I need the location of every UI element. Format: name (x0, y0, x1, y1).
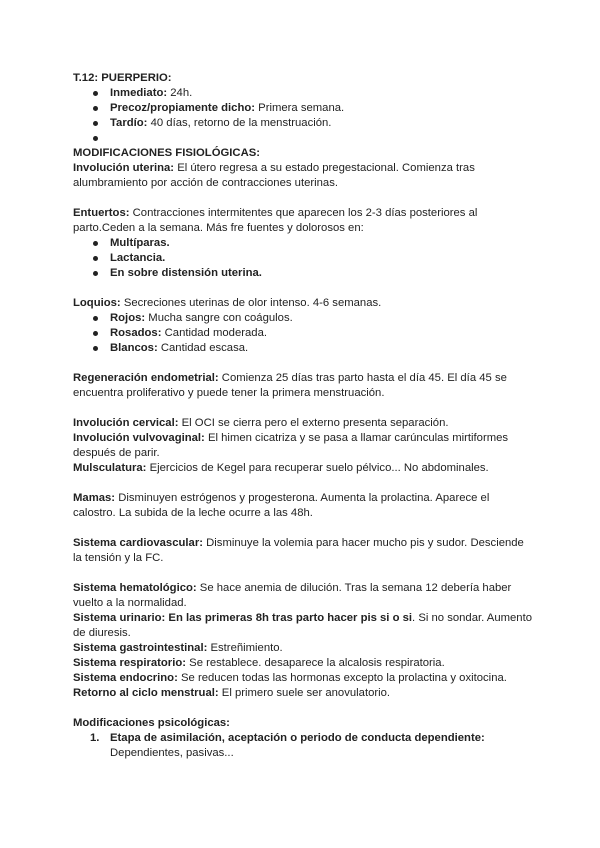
paragraph-respiratorio: Sistema respiratorio: Se restablece. desaparece la alcalosis respiratoria. (73, 657, 445, 669)
paragraph-retorno-ciclo: Retorno al ciclo menstrual: El primero suele ser anovulatorio. (73, 687, 391, 699)
document-page (73, 71, 533, 761)
psico-list (73, 731, 533, 761)
puerperio-periods-list (73, 86, 533, 146)
section-heading-psicologicas: Modificaciones psicológicas: (73, 717, 230, 729)
paragraph-involucion-uterina: Involución uterina: El útero regresa a su estado pregestacional. Comienza tras alumbramiento por acción de contracciones uterinas. (73, 162, 475, 189)
loquios-list (73, 311, 533, 356)
paragraph-mamas: Mamas: Disminuyen estrógenos y progesterona. Aumenta la prolactina. Aparece el calostro. La subida de la leche ocurre a las 48h. (73, 492, 490, 519)
paragraph-urinario: Sistema urinario: En las primeras 8h tras parto hacer pis si o si. Si no sondar. Aumento de diuresis. (73, 612, 532, 639)
bullet-icon (93, 256, 98, 261)
bullet-icon (93, 91, 98, 96)
list-item: Multíparas. (73, 236, 533, 251)
paragraph-musculatura: Mulsculatura: Ejercicios de Kegel para recuperar suelo pélvico... No abdominales. (73, 462, 489, 474)
list-number: 1. (90, 732, 100, 744)
paragraph-loquios: Loquios: Secreciones uterinas de olor intenso. 4-6 semanas. (73, 297, 382, 309)
entuertos-list (73, 236, 533, 281)
page-title: T.12: PUERPERIO: (73, 72, 172, 84)
paragraph-regeneracion: Regeneración endometrial: Comienza 25 días tras parto hasta el día 45. El día 45 se encuentra proliferativo y puede tener la primera menstruación. (73, 372, 507, 399)
paragraph-hematologico: Sistema hematológico: Se hace anemia de dilución. Tras la semana 12 debería haber vuelto a la normalidad. (73, 582, 512, 609)
paragraph-cardiovascular: Sistema cardiovascular: Disminuye la volemia para hacer mucho pis y sudor. Desciende la tensión y la FC. (73, 537, 524, 564)
list-item: Rojos: Mucha sangre con coágulos. (73, 311, 533, 326)
paragraph-endocrino: Sistema endocrino: Se reducen todas las hormonas excepto la prolactina y oxitocina. (73, 672, 507, 684)
bullet-icon (93, 346, 98, 351)
list-item: Rosados: Cantidad moderada. (73, 326, 533, 341)
bullet-icon (93, 136, 98, 141)
list-item-desc: Dependientes, pasivas... (110, 747, 234, 759)
bullet-icon (93, 241, 98, 246)
list-item (73, 131, 533, 146)
paragraph-involucion-cervical: Involución cervical: El OCI se cierra pero el externo presenta separación. (73, 417, 449, 429)
bullet-icon (93, 316, 98, 321)
paragraph-involucion-vulvovaginal: Involución vulvovaginal: El himen cicatriza y se pasa a llamar carúnculas mirtiformes después de parir. (73, 432, 509, 459)
list-item-title: Etapa de asimilación, aceptación o periodo de conducta dependiente: (110, 732, 485, 744)
bullet-icon (93, 106, 98, 111)
bullet-icon (93, 331, 98, 336)
list-item: Tardío: 40 días, retorno de la menstruación. (73, 116, 533, 131)
list-item: Precoz/propiamente dicho: Primera semana. (73, 101, 533, 116)
bullet-icon (93, 121, 98, 126)
list-item: Inmediato: 24h. (73, 86, 533, 101)
section-heading: MODIFICACIONES FISIOLÓGICAS: (73, 147, 261, 159)
list-item: En sobre distensión uterina. (73, 266, 533, 281)
list-item (73, 731, 533, 761)
paragraph-entuertos: Entuertos: Contracciones intermitentes que aparecen los 2-3 días posteriores al parto.Ceden a la semana. Más fre fuentes y dolorosos en: (73, 207, 478, 234)
list-item: Lactancia. (73, 251, 533, 266)
bullet-icon (93, 271, 98, 276)
paragraph-gastrointestinal: Sistema gastrointestinal: Estreñimiento. (73, 642, 283, 654)
list-item: Blancos: Cantidad escasa. (73, 341, 533, 356)
